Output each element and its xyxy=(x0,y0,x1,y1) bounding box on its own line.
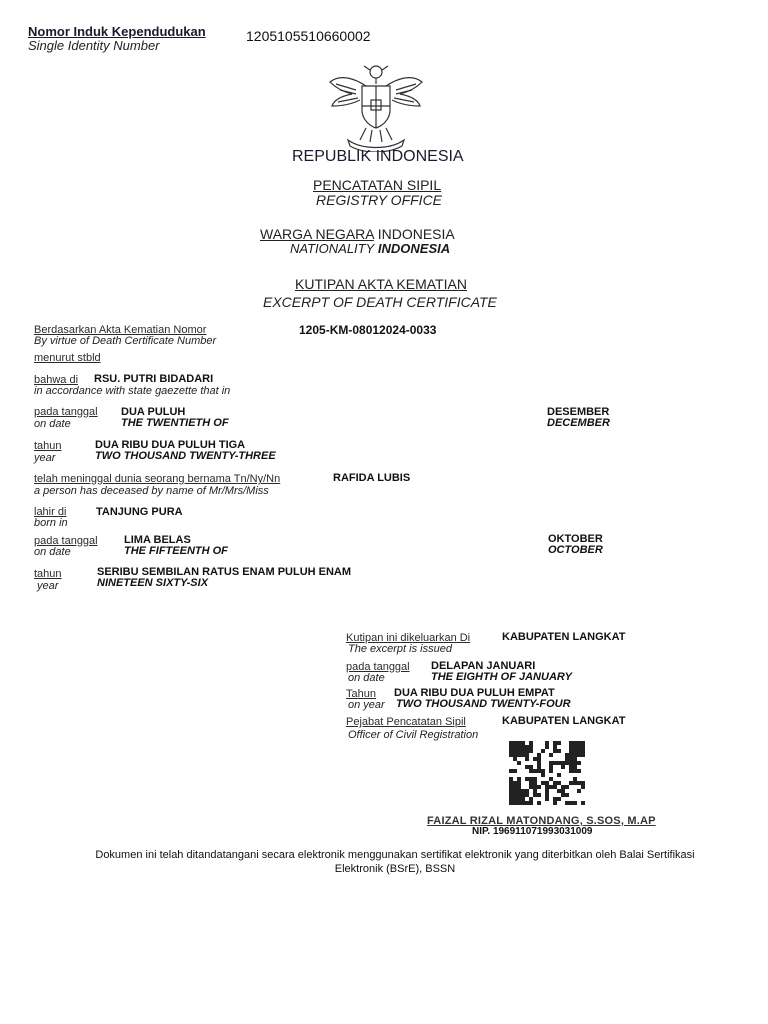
issue-date-label-en: on date xyxy=(348,672,385,684)
doc-title-en: EXCERPT OF DEATH CERTIFICATE xyxy=(263,294,497,310)
nationality-label-id: WARGA NEGARA xyxy=(260,226,374,242)
birthdate-value-id: LIMA BELAS xyxy=(124,534,191,546)
birthplace-value: TANJUNG PURA xyxy=(96,506,183,518)
garuda-emblem-icon xyxy=(326,60,426,152)
person-name-value: RAFIDA LUBIS xyxy=(333,472,411,484)
nik-block xyxy=(28,24,206,53)
birthdate-value-en: THE FIFTEENTH OF xyxy=(124,545,228,557)
office-title-en: REGISTRY OFFICE xyxy=(316,192,443,208)
person-name-label-en: a person has deceased by name of Mr/Mrs/Miss xyxy=(34,485,269,497)
nationality-value-id: INDONESIA xyxy=(377,226,455,242)
nationality-value-en: INDONESIA xyxy=(377,241,451,256)
person-name-label-id: telah meninggal dunia seorang bernama Tn/Ny/Nn xyxy=(34,473,281,485)
issue-date-value-id: DELAPAN JANUARI xyxy=(431,660,536,672)
issue-year-value-id: DUA RIBU DUA PULUH EMPAT xyxy=(394,687,555,699)
death-year-label-id: tahun xyxy=(34,440,62,452)
issued-label-id: Kutipan ini dikeluarkan Di xyxy=(346,632,471,644)
nationality-row-id xyxy=(260,226,455,242)
country-title: REPUBLIK INDONESIA xyxy=(292,148,464,165)
death-month-en: DECEMBER xyxy=(547,417,610,429)
death-date-value-id: DUA PULUH xyxy=(121,406,186,418)
signer-nip: NIP. 196911071993031009 xyxy=(472,826,593,837)
death-date-value-en: THE TWENTIETH OF xyxy=(121,417,229,429)
cert-number-label-en: By virtue of Death Certificate Number xyxy=(34,335,217,347)
footer-line-2: Elektronik (BSrE), BSSN xyxy=(334,863,456,875)
birthyear-label-en: year xyxy=(37,580,59,592)
office-title-id: PENCATATAN SIPIL xyxy=(313,177,442,193)
footer-note xyxy=(30,848,760,876)
death-place-value: RSU. PUTRI BIDADARI xyxy=(94,373,214,385)
birthdate-label-id: pada tanggal xyxy=(34,535,98,547)
cert-number-value: 1205-KM-08012024-0033 xyxy=(299,323,437,337)
nationality-label-en: NATIONALITY xyxy=(290,241,375,256)
issue-year-value-en: TWO THOUSAND TWENTY-FOUR xyxy=(396,698,571,710)
death-place-label-en: in accordance with state gaezette that in xyxy=(34,385,231,397)
issued-label-en: The excerpt is issued xyxy=(348,643,452,655)
death-date-label-en: on date xyxy=(34,418,71,430)
officer-label-id: Pejabat Pencatatan Sipil xyxy=(346,716,466,728)
qr-code-icon xyxy=(509,741,585,805)
nik-value: 1205105510660002 xyxy=(246,28,371,44)
cert-number-label-id: Berdasarkan Akta Kematian Nomor xyxy=(34,324,207,336)
death-year-label-en: year xyxy=(34,452,56,464)
birthplace-label-id: lahir di xyxy=(34,506,67,518)
death-month-id: DESEMBER xyxy=(547,406,610,418)
doc-title-id: KUTIPAN AKTA KEMATIAN xyxy=(295,276,467,292)
nik-label-en: Single Identity Number xyxy=(28,38,160,53)
nik-label-id: Nomor Induk Kependudukan xyxy=(28,24,206,39)
footer-line-1: Dokumen ini telah ditandatangani secara elektronik menggunakan sertifikat elektronik yang diterbitkan oleh Balai Sertifikasi xyxy=(95,849,695,861)
birth-month-en: OCTOBER xyxy=(548,544,603,556)
officer-label-en: Officer of Civil Registration xyxy=(348,729,479,741)
issued-value: KABUPATEN LANGKAT xyxy=(502,631,626,643)
death-date-label-id: pada tanggal xyxy=(34,406,98,418)
stbld-label: menurut stbld xyxy=(34,352,101,364)
issue-year-label-id: Tahun xyxy=(346,688,376,700)
birthyear-value-id: SERIBU SEMBILAN RATUS ENAM PULUH ENAM xyxy=(97,566,352,578)
birthyear-label-id: tahun xyxy=(34,568,62,580)
nationality-row-en xyxy=(290,241,450,256)
issue-year-label-en: on year xyxy=(348,699,385,711)
issue-date-value-en: THE EIGHTH OF JANUARY xyxy=(431,671,572,683)
death-year-value-id: DUA RIBU DUA PULUH TIGA xyxy=(95,439,246,451)
birthplace-label-en: born in xyxy=(34,517,68,529)
death-year-value-en: TWO THOUSAND TWENTY-THREE xyxy=(95,450,276,462)
issue-date-label-id: pada tanggal xyxy=(346,661,410,673)
death-place-label-id: bahwa di xyxy=(34,374,79,386)
birth-month-id: OKTOBER xyxy=(548,533,603,545)
birthdate-label-en: on date xyxy=(34,546,71,558)
birthyear-value-en: NINETEEN SIXTY-SIX xyxy=(97,577,209,589)
officer-value: KABUPATEN LANGKAT xyxy=(502,715,626,727)
signer-name: FAIZAL RIZAL MATONDANG, S.SOS, M.AP xyxy=(427,815,656,827)
